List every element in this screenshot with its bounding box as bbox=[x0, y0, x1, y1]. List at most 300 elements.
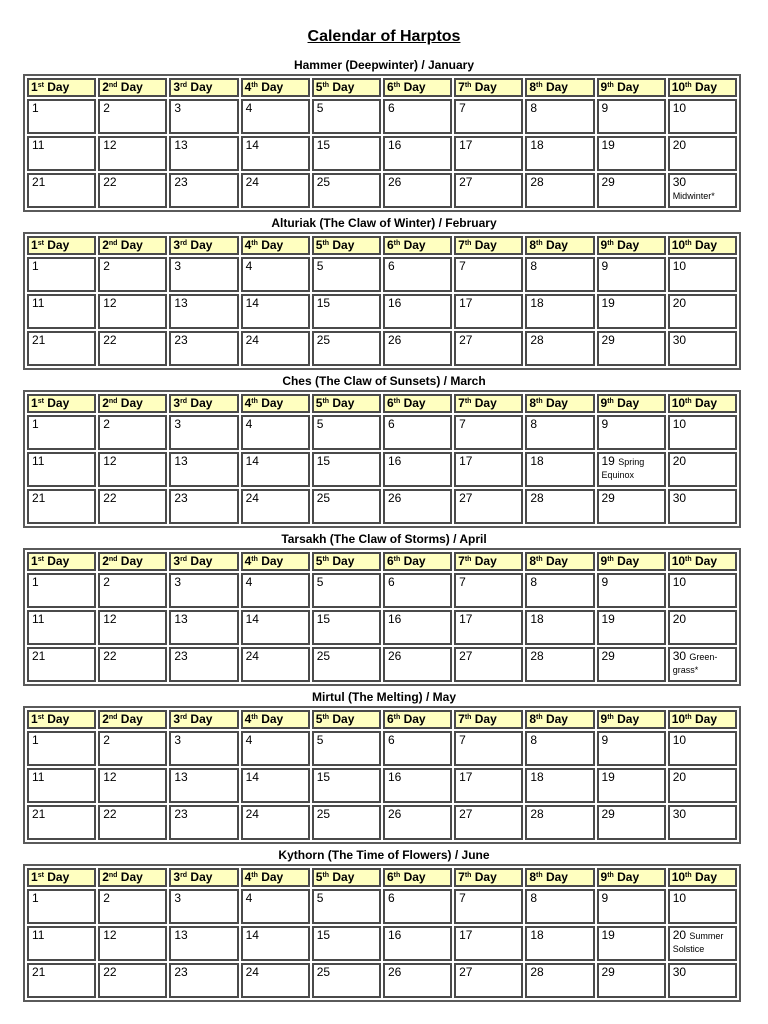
day-number: 5 bbox=[316, 101, 324, 115]
day-header-suffix: th bbox=[393, 82, 401, 89]
day-number: 27 bbox=[459, 649, 473, 663]
day-header-number: 9 bbox=[600, 870, 608, 884]
day-header-suffix: rd bbox=[180, 240, 188, 247]
day-cell bbox=[383, 452, 452, 487]
day-cell bbox=[98, 331, 167, 366]
day-header bbox=[27, 868, 96, 887]
day-header-word: Day bbox=[403, 80, 426, 94]
day-header-word: Day bbox=[617, 396, 640, 410]
day-header-word: Day bbox=[474, 870, 497, 884]
day-number: 30 bbox=[672, 649, 687, 663]
day-cell bbox=[668, 731, 737, 766]
day-header bbox=[98, 78, 167, 97]
week-row bbox=[27, 647, 737, 682]
day-cell bbox=[525, 173, 594, 208]
day-cell bbox=[597, 257, 666, 292]
day-cell bbox=[597, 647, 666, 682]
day-number: 21 bbox=[32, 965, 46, 979]
day-cell bbox=[312, 963, 381, 998]
day-header bbox=[383, 710, 452, 729]
day-number: 11 bbox=[32, 138, 45, 152]
day-header-suffix: th bbox=[685, 398, 692, 405]
day-header bbox=[525, 236, 594, 255]
week-row bbox=[27, 768, 737, 803]
day-header bbox=[98, 552, 167, 571]
week-row bbox=[27, 489, 737, 524]
day-cell bbox=[668, 573, 737, 608]
day-number: 14 bbox=[245, 138, 259, 152]
day-cell bbox=[454, 731, 523, 766]
day-cell bbox=[597, 889, 666, 924]
day-number: 30 bbox=[672, 175, 687, 189]
day-number: 20 bbox=[672, 138, 687, 152]
day-cell bbox=[169, 99, 238, 134]
day-cell bbox=[454, 415, 523, 450]
day-number: 26 bbox=[387, 807, 402, 821]
day-header-suffix: th bbox=[536, 556, 543, 563]
day-cell bbox=[27, 647, 96, 682]
day-number: 9 bbox=[601, 101, 609, 115]
day-cell bbox=[169, 647, 238, 682]
day-header-number: 5 bbox=[315, 396, 323, 410]
day-number: 24 bbox=[245, 491, 259, 505]
day-cell bbox=[383, 331, 452, 366]
day-header bbox=[27, 78, 96, 97]
day-header-suffix: nd bbox=[108, 872, 118, 879]
day-cell bbox=[668, 452, 737, 487]
day-header-number: 6 bbox=[386, 712, 394, 726]
week-row bbox=[27, 731, 737, 766]
day-header-suffix: th bbox=[536, 714, 543, 721]
day-cell bbox=[241, 610, 310, 645]
day-header-number: 10 bbox=[671, 396, 686, 410]
day-number: 2 bbox=[103, 417, 110, 431]
day-header bbox=[312, 394, 381, 413]
day-number: 28 bbox=[530, 333, 544, 347]
day-header-number: 8 bbox=[529, 870, 536, 884]
day-number: 26 bbox=[387, 333, 402, 347]
day-number: 27 bbox=[459, 175, 473, 189]
day-header-number: 2 bbox=[102, 238, 109, 252]
day-cell bbox=[98, 926, 167, 961]
day-header-suffix: st bbox=[37, 556, 44, 563]
day-header-word: Day bbox=[120, 712, 143, 726]
day-cell bbox=[525, 452, 594, 487]
day-number: 7 bbox=[459, 417, 466, 431]
day-header-suffix: st bbox=[37, 714, 44, 721]
day-header-word: Day bbox=[47, 870, 70, 884]
day-cell bbox=[27, 610, 96, 645]
day-number: 15 bbox=[316, 296, 331, 310]
day-cell bbox=[668, 768, 737, 803]
day-cell bbox=[597, 452, 666, 487]
day-cell bbox=[668, 294, 737, 329]
day-header-word: Day bbox=[47, 554, 70, 568]
day-cell bbox=[312, 452, 381, 487]
day-header-word: Day bbox=[332, 712, 355, 726]
day-header-row bbox=[27, 236, 737, 255]
day-header bbox=[312, 236, 381, 255]
day-number: 12 bbox=[103, 454, 117, 468]
day-cell bbox=[312, 415, 381, 450]
day-number: 19 bbox=[601, 770, 615, 784]
day-header bbox=[241, 236, 310, 255]
day-header bbox=[27, 552, 96, 571]
day-header bbox=[98, 868, 167, 887]
day-header-word: Day bbox=[261, 80, 284, 94]
day-number: 20 bbox=[672, 612, 687, 626]
day-header-suffix: th bbox=[607, 82, 614, 89]
day-cell bbox=[312, 926, 381, 961]
day-number: 22 bbox=[103, 807, 117, 821]
day-header-number: 4 bbox=[244, 554, 252, 568]
day-number: 1 bbox=[32, 575, 39, 589]
day-number: 17 bbox=[459, 770, 473, 784]
day-header-word: Day bbox=[545, 870, 568, 884]
day-header-number: 6 bbox=[386, 238, 394, 252]
day-cell bbox=[597, 573, 666, 608]
day-cell bbox=[597, 610, 666, 645]
day-number: 12 bbox=[103, 770, 117, 784]
month-table bbox=[23, 232, 741, 370]
day-number: 15 bbox=[316, 928, 331, 942]
day-cell bbox=[241, 331, 310, 366]
day-header bbox=[169, 236, 238, 255]
day-cell bbox=[27, 926, 96, 961]
day-number: 20 bbox=[672, 454, 687, 468]
day-cell bbox=[668, 331, 737, 366]
day-header bbox=[597, 78, 666, 97]
day-number: 16 bbox=[387, 928, 402, 942]
day-cell bbox=[454, 136, 523, 171]
day-header-suffix: th bbox=[251, 240, 258, 247]
day-number: 25 bbox=[316, 333, 331, 347]
day-number: 15 bbox=[316, 138, 331, 152]
day-cell bbox=[454, 99, 523, 134]
day-cell bbox=[169, 173, 238, 208]
day-number: 16 bbox=[387, 454, 402, 468]
day-cell bbox=[312, 257, 381, 292]
day-number: 5 bbox=[316, 733, 324, 747]
day-number: 8 bbox=[530, 417, 537, 431]
day-header-suffix: rd bbox=[180, 82, 188, 89]
day-number: 10 bbox=[672, 891, 687, 905]
day-cell bbox=[98, 610, 167, 645]
day-header bbox=[383, 394, 452, 413]
week-row bbox=[27, 136, 737, 171]
day-header-number: 10 bbox=[671, 238, 686, 252]
day-header-number: 10 bbox=[671, 870, 686, 884]
day-cell bbox=[169, 136, 238, 171]
day-cell bbox=[525, 768, 594, 803]
day-number: 17 bbox=[459, 454, 473, 468]
day-cell bbox=[668, 173, 737, 208]
day-number: 16 bbox=[387, 296, 402, 310]
day-number: 22 bbox=[103, 491, 117, 505]
day-header-word: Day bbox=[47, 238, 70, 252]
day-cell bbox=[169, 257, 238, 292]
day-number: 24 bbox=[245, 649, 259, 663]
day-number: 12 bbox=[103, 612, 117, 626]
day-number: 14 bbox=[245, 612, 259, 626]
day-header-suffix: th bbox=[322, 556, 330, 563]
day-header bbox=[169, 552, 238, 571]
day-cell bbox=[27, 768, 96, 803]
day-header-word: Day bbox=[120, 80, 143, 94]
day-header-row bbox=[27, 552, 737, 571]
page-title: Calendar of Harptos bbox=[307, 28, 461, 45]
day-header bbox=[98, 236, 167, 255]
day-header-word: Day bbox=[190, 870, 213, 884]
day-cell bbox=[668, 136, 737, 171]
day-number: 10 bbox=[672, 101, 687, 115]
day-cell bbox=[27, 489, 96, 524]
day-header bbox=[454, 394, 523, 413]
day-header-number: 4 bbox=[244, 80, 252, 94]
day-header-suffix: th bbox=[607, 872, 614, 879]
week-row bbox=[27, 963, 737, 998]
day-header-suffix: rd bbox=[180, 714, 188, 721]
month-table bbox=[23, 74, 741, 212]
day-number: 6 bbox=[387, 733, 395, 747]
day-header-suffix: th bbox=[464, 714, 472, 721]
day-header bbox=[312, 78, 381, 97]
day-cell bbox=[525, 136, 594, 171]
day-number: 28 bbox=[530, 807, 544, 821]
day-number: 2 bbox=[103, 259, 110, 273]
day-cell bbox=[454, 889, 523, 924]
day-header-number: 4 bbox=[244, 870, 252, 884]
day-number: 20 bbox=[672, 928, 687, 942]
month-table bbox=[23, 706, 741, 844]
day-header-word: Day bbox=[474, 80, 497, 94]
holiday-note: Green-grass* bbox=[672, 652, 718, 675]
day-cell bbox=[312, 731, 381, 766]
day-header-suffix: th bbox=[251, 872, 258, 879]
day-number: 9 bbox=[601, 733, 609, 747]
day-header-number: 8 bbox=[529, 238, 536, 252]
day-cell bbox=[454, 963, 523, 998]
day-header-number: 10 bbox=[671, 712, 686, 726]
day-cell bbox=[241, 415, 310, 450]
day-header-number: 3 bbox=[173, 396, 181, 410]
day-header-suffix: nd bbox=[108, 556, 118, 563]
day-cell bbox=[454, 173, 523, 208]
day-cell bbox=[169, 805, 238, 840]
day-header-number: 8 bbox=[529, 80, 536, 94]
day-header-word: Day bbox=[120, 554, 143, 568]
day-cell bbox=[383, 415, 452, 450]
day-header bbox=[27, 394, 96, 413]
day-header-number: 1 bbox=[31, 396, 38, 410]
day-number: 8 bbox=[530, 733, 537, 747]
day-number: 17 bbox=[459, 296, 473, 310]
day-cell bbox=[525, 610, 594, 645]
day-cell bbox=[98, 136, 167, 171]
day-cell bbox=[27, 573, 96, 608]
day-header-number: 4 bbox=[244, 396, 252, 410]
day-number: 9 bbox=[601, 575, 609, 589]
day-cell bbox=[597, 136, 666, 171]
day-number: 26 bbox=[387, 965, 402, 979]
day-cell bbox=[27, 731, 96, 766]
day-header-number: 7 bbox=[458, 396, 465, 410]
day-number: 24 bbox=[245, 175, 259, 189]
day-number: 19 bbox=[601, 454, 615, 468]
day-header bbox=[668, 236, 737, 255]
day-cell bbox=[98, 452, 167, 487]
day-number: 30 bbox=[672, 807, 687, 821]
day-header-number: 3 bbox=[173, 870, 181, 884]
day-cell bbox=[241, 452, 310, 487]
day-cell bbox=[98, 173, 167, 208]
day-number: 14 bbox=[245, 928, 259, 942]
day-header-suffix: th bbox=[251, 398, 258, 405]
day-cell bbox=[169, 415, 238, 450]
day-cell bbox=[383, 768, 452, 803]
day-header-suffix: th bbox=[251, 714, 258, 721]
day-header-number: 1 bbox=[31, 554, 38, 568]
day-header-word: Day bbox=[120, 238, 143, 252]
week-row bbox=[27, 294, 737, 329]
day-cell bbox=[241, 173, 310, 208]
week-row bbox=[27, 805, 737, 840]
day-cell bbox=[241, 99, 310, 134]
day-number: 17 bbox=[459, 138, 473, 152]
day-header-word: Day bbox=[617, 554, 640, 568]
day-number: 6 bbox=[387, 417, 395, 431]
day-cell bbox=[312, 889, 381, 924]
day-number: 16 bbox=[387, 138, 402, 152]
month-title: Ches (The Claw of Sunsets) / March bbox=[282, 374, 486, 388]
day-header bbox=[241, 78, 310, 97]
day-cell bbox=[98, 647, 167, 682]
day-header bbox=[668, 394, 737, 413]
day-cell bbox=[383, 489, 452, 524]
holiday-note: Midwinter* bbox=[672, 191, 715, 201]
day-cell bbox=[98, 889, 167, 924]
day-number: 8 bbox=[530, 259, 537, 273]
day-number: 22 bbox=[103, 333, 117, 347]
day-header-word: Day bbox=[695, 80, 718, 94]
day-cell bbox=[525, 647, 594, 682]
day-number: 11 bbox=[32, 612, 45, 626]
day-cell bbox=[241, 489, 310, 524]
day-number: 12 bbox=[103, 138, 117, 152]
day-cell bbox=[27, 136, 96, 171]
day-number: 5 bbox=[316, 575, 324, 589]
day-cell bbox=[241, 136, 310, 171]
day-cell bbox=[525, 731, 594, 766]
day-number: 18 bbox=[530, 612, 544, 626]
day-cell bbox=[597, 294, 666, 329]
day-number: 16 bbox=[387, 612, 402, 626]
day-cell bbox=[383, 889, 452, 924]
day-cell bbox=[668, 415, 737, 450]
day-cell bbox=[597, 926, 666, 961]
day-header-word: Day bbox=[47, 80, 70, 94]
day-cell bbox=[383, 573, 452, 608]
day-number: 7 bbox=[459, 575, 466, 589]
day-header-suffix: st bbox=[37, 398, 44, 405]
day-header-suffix: th bbox=[393, 556, 401, 563]
day-header-word: Day bbox=[474, 238, 497, 252]
day-header bbox=[312, 710, 381, 729]
day-header-suffix: th bbox=[536, 872, 543, 879]
day-header bbox=[597, 552, 666, 571]
day-number: 30 bbox=[672, 333, 687, 347]
day-cell bbox=[597, 805, 666, 840]
day-cell bbox=[27, 294, 96, 329]
day-number: 2 bbox=[103, 733, 110, 747]
day-number: 1 bbox=[32, 417, 39, 431]
day-header-number: 3 bbox=[173, 238, 181, 252]
day-header-word: Day bbox=[332, 554, 355, 568]
day-number: 21 bbox=[32, 807, 46, 821]
day-number: 18 bbox=[530, 454, 544, 468]
day-number: 19 bbox=[601, 138, 615, 152]
day-header-word: Day bbox=[47, 712, 70, 726]
day-number: 26 bbox=[387, 649, 402, 663]
month-title: Alturiak (The Claw of Winter) / February bbox=[271, 216, 497, 230]
day-cell bbox=[668, 647, 737, 682]
day-cell bbox=[525, 331, 594, 366]
day-header bbox=[169, 868, 238, 887]
day-number: 25 bbox=[316, 807, 331, 821]
day-header-word: Day bbox=[617, 238, 640, 252]
day-header-row bbox=[27, 78, 737, 97]
day-cell bbox=[597, 489, 666, 524]
day-number: 13 bbox=[174, 296, 188, 310]
day-number: 7 bbox=[459, 891, 466, 905]
day-cell bbox=[27, 415, 96, 450]
day-header-suffix: th bbox=[607, 240, 614, 247]
day-number: 11 bbox=[32, 928, 45, 942]
day-header-word: Day bbox=[190, 396, 213, 410]
day-header-number: 6 bbox=[386, 554, 394, 568]
day-header-suffix: th bbox=[536, 82, 543, 89]
day-header-number: 9 bbox=[600, 712, 608, 726]
day-cell bbox=[454, 573, 523, 608]
day-cell bbox=[525, 963, 594, 998]
day-header-word: Day bbox=[403, 712, 426, 726]
day-cell bbox=[383, 99, 452, 134]
day-header-number: 2 bbox=[102, 870, 109, 884]
day-cell bbox=[597, 415, 666, 450]
day-header-suffix: th bbox=[393, 240, 401, 247]
day-header-number: 6 bbox=[386, 396, 394, 410]
day-cell bbox=[668, 489, 737, 524]
day-cell bbox=[525, 926, 594, 961]
day-header-suffix: th bbox=[536, 240, 543, 247]
day-number: 23 bbox=[174, 807, 188, 821]
day-cell bbox=[312, 768, 381, 803]
day-number: 19 bbox=[601, 612, 615, 626]
day-header-suffix: th bbox=[464, 240, 472, 247]
day-header-word: Day bbox=[47, 396, 70, 410]
day-header-suffix: rd bbox=[180, 398, 188, 405]
day-number: 1 bbox=[32, 733, 39, 747]
day-header-word: Day bbox=[403, 870, 426, 884]
day-number: 29 bbox=[601, 649, 615, 663]
day-number: 11 bbox=[32, 770, 45, 784]
day-cell bbox=[454, 452, 523, 487]
day-header-word: Day bbox=[545, 238, 568, 252]
day-number: 25 bbox=[316, 965, 331, 979]
day-header-number: 3 bbox=[173, 554, 181, 568]
day-header bbox=[241, 868, 310, 887]
day-number: 22 bbox=[103, 175, 117, 189]
